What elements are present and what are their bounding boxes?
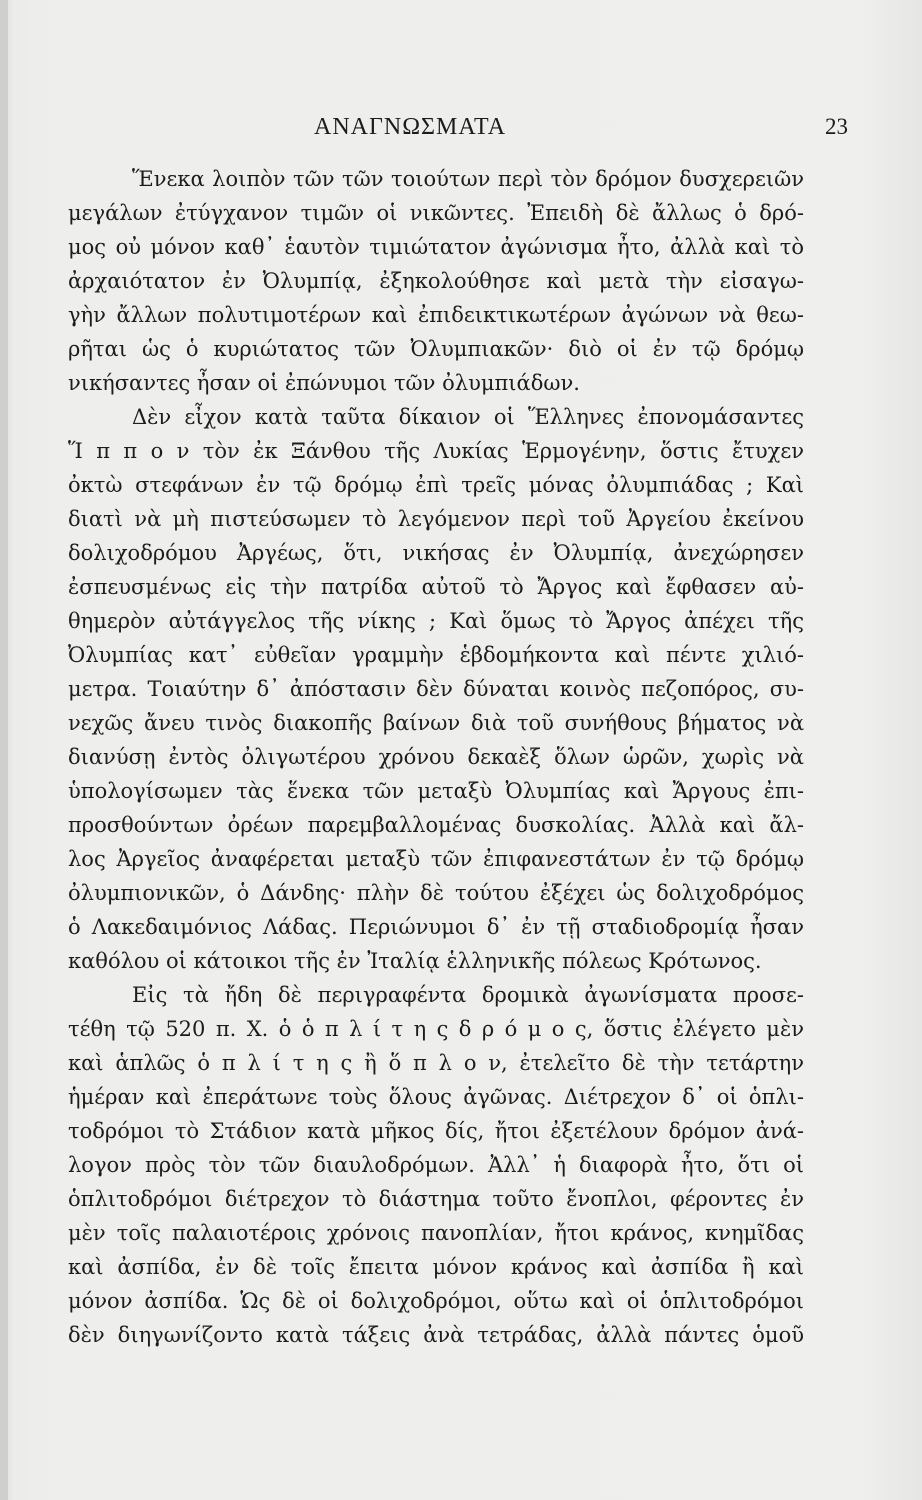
text-line: ὁ Λακεδαιμόνιος Λάδας. Περιώνυμοι δ᾽ ἐν τῇ σταδιοδρομίᾳ ἦσαν	[68, 915, 804, 939]
text-line: Δὲν εἶχον κατὰ ταῦτα δίκαιον οἱ Ἕλληνες ἐπονομάσαντες	[132, 405, 804, 429]
text-line: μος οὐ μόνον καθ᾽ ἑαυτὸν τιμιώτατον ἀγώνισμα ἦτο, ἀλλὰ καὶ τὸ	[68, 235, 804, 259]
text-line: καὶ ἁπλῶς ὁ π λ ί τ η ς ἢ ὅ π λ ο ν, ἐτελεῖτο δὲ τὴν τετάρτην	[68, 1051, 804, 1075]
page-gutter-shadow	[0, 0, 8, 1500]
text-line: γὴν ἄλλων πολυτιμοτέρων καὶ ἐπιδεικτικωτέρων ἀγώνων νὰ θεω-	[68, 303, 804, 327]
text-line: δὲν διηγωνίζοντο κατὰ τάξεις ἀνὰ τετράδας, ἀλλὰ πάντες ὁμοῦ	[68, 1323, 804, 1347]
text-line: προσθούντων ὀρέων παρεμβαλλομένας δυσκολίας. Ἀλλὰ καὶ ἄλ-	[68, 813, 804, 837]
text-line: νεχῶς ἄνευ τινὸς διακοπῆς βαίνων διὰ τοῦ συνήθους βήματος νὰ	[68, 711, 804, 735]
text-line: ἡμέραν καὶ ἐπεράτωνε τοὺς ὅλους ἀγῶνας. Διέτρεχον δ᾽ οἱ ὁπλι-	[68, 1085, 804, 1109]
text-line: Ὀλυμπίας κατ᾽ εὐθεῖαν γραμμὴν ἑβδομήκοντα καὶ πέντε χιλιό-	[68, 643, 804, 667]
text-line: διανύσῃ ἐντὸς ὀλιγωτέρου χρόνου δεκαὲξ ὅλων ὡρῶν, χωρὶς νὰ	[68, 745, 804, 769]
text-line: καὶ ἀσπίδα, ἐν δὲ τοῖς ἔπειτα μόνον κράνος καὶ ἀσπίδα ἢ καὶ	[68, 1255, 804, 1279]
text-line: τέθη τῷ 520 π. Χ. ὁ ὁ π λ ί τ η ς δ ρ ό μ ο ς, ὅστις ἐλέγετο μὲν	[68, 1017, 804, 1041]
body-text	[68, 162, 804, 1352]
text-line: νικήσαντες ἦσαν οἱ ἐπώνυμοι τῶν ὀλυμπιάδων.	[68, 371, 580, 395]
text-line: ἀρχαιότατον ἐν Ὀλυμπίᾳ, ἐξηκολούθησε καὶ μετὰ τὴν εἰσαγω-	[68, 269, 804, 293]
text-line: Ἵ π π ο ν τὸν ἐκ Ξάνθου τῆς Λυκίας Ἑρμογένην, ὅστις ἔτυχεν	[68, 439, 804, 463]
text-line: ρῆται ὡς ὁ κυριώτατος τῶν Ὀλυμπιακῶν· διὸ οἱ ἐν τῷ δρόμῳ	[68, 337, 804, 361]
text-line: τοδρόμοι τὸ Στάδιον κατὰ μῆκος δίς, ἤτοι ἐξετέλουν δρόμον ἀνά-	[68, 1119, 804, 1143]
text-line: διατὶ νὰ μὴ πιστεύσωμεν τὸ λεγόμενον περὶ τοῦ Ἀργείου ἐκείνου	[68, 507, 804, 531]
text-line: ὑπολογίσωμεν τὰς ἕνεκα τῶν μεταξὺ Ὀλυμπίας καὶ Ἄργους ἐπι-	[68, 779, 804, 803]
text-line: δολιχοδρόμου Ἀργέως, ὅτι, νικήσας ἐν Ὀλυμπίᾳ, ἀνεχώρησεν	[68, 541, 804, 565]
page-number: 23	[825, 114, 848, 139]
text-line: ὁπλιτοδρόμοι διέτρεχον τὸ διάστημα τοῦτο ἔνοπλοι, φέροντες ἐν	[68, 1187, 804, 1211]
text-line: λογον πρὸς τὸν τῶν διαυλοδρόμων. Ἀλλ᾽ ἡ διαφορὰ ἦτο, ὅτι οἱ	[68, 1153, 804, 1177]
text-line: μόνον ἀσπίδα. Ὡς δὲ οἱ δολιχοδρόμοι, οὕτω καὶ οἱ ὁπλιτοδρόμοι	[68, 1289, 804, 1313]
text-line: μεγάλων ἐτύγχανον τιμῶν οἱ νικῶντες. Ἐπειδὴ δὲ ἄλλως ὁ δρό-	[68, 201, 804, 225]
running-head	[70, 114, 848, 154]
text-line: μετρα. Τοιαύτην δ᾽ ἀπόστασιν δὲν δύναται κοινὸς πεζοπόρος, συ-	[68, 677, 804, 701]
text-line: Εἰς τὰ ἤδη δὲ περιγραφέντα δρομικὰ ἀγωνίσματα προσε-	[132, 983, 804, 1007]
text-line: ὀκτὼ στεφάνων ἐν τῷ δρόμῳ ἐπὶ τρεῖς μόνας ὀλυμπιάδας ; Καὶ	[68, 473, 804, 497]
text-line: Ἕνεκα λοιπὸν τῶν τῶν τοιούτων περὶ τὸν δρόμον δυσχερειῶν	[132, 167, 804, 191]
text-line: λος Ἀργεῖος ἀναφέρεται μεταξὺ τῶν ἐπιφανεστάτων ἐν τῷ δρόμῳ	[68, 847, 804, 871]
text-line: θημερὸν αὐτάγγελος τῆς νίκης ; Καὶ ὅμως τὸ Ἄργος ἀπέχει τῆς	[68, 609, 804, 633]
text-line: ὀλυμπιονικῶν, ὁ Δάνδης· πλὴν δὲ τούτου ἐξέχει ὡς δολιχοδρόμος	[68, 881, 804, 905]
running-title: ΑΝΑΓΝΩΣΜΑΤΑ	[314, 114, 507, 140]
text-line: ἐσπευσμένως εἰς τὴν πατρίδα αὐτοῦ τὸ Ἄργος καὶ ἔφθασεν αὐ-	[68, 575, 804, 599]
text-line: καθόλου οἱ κάτοικοι τῆς ἐν Ἰταλίᾳ ἑλληνικῆς πόλεως Κρότωνος.	[68, 949, 762, 973]
text-line: μὲν τοῖς παλαιοτέροις χρόνοις πανοπλίαν, ἤτοι κράνος, κνημῖδας	[68, 1221, 804, 1245]
